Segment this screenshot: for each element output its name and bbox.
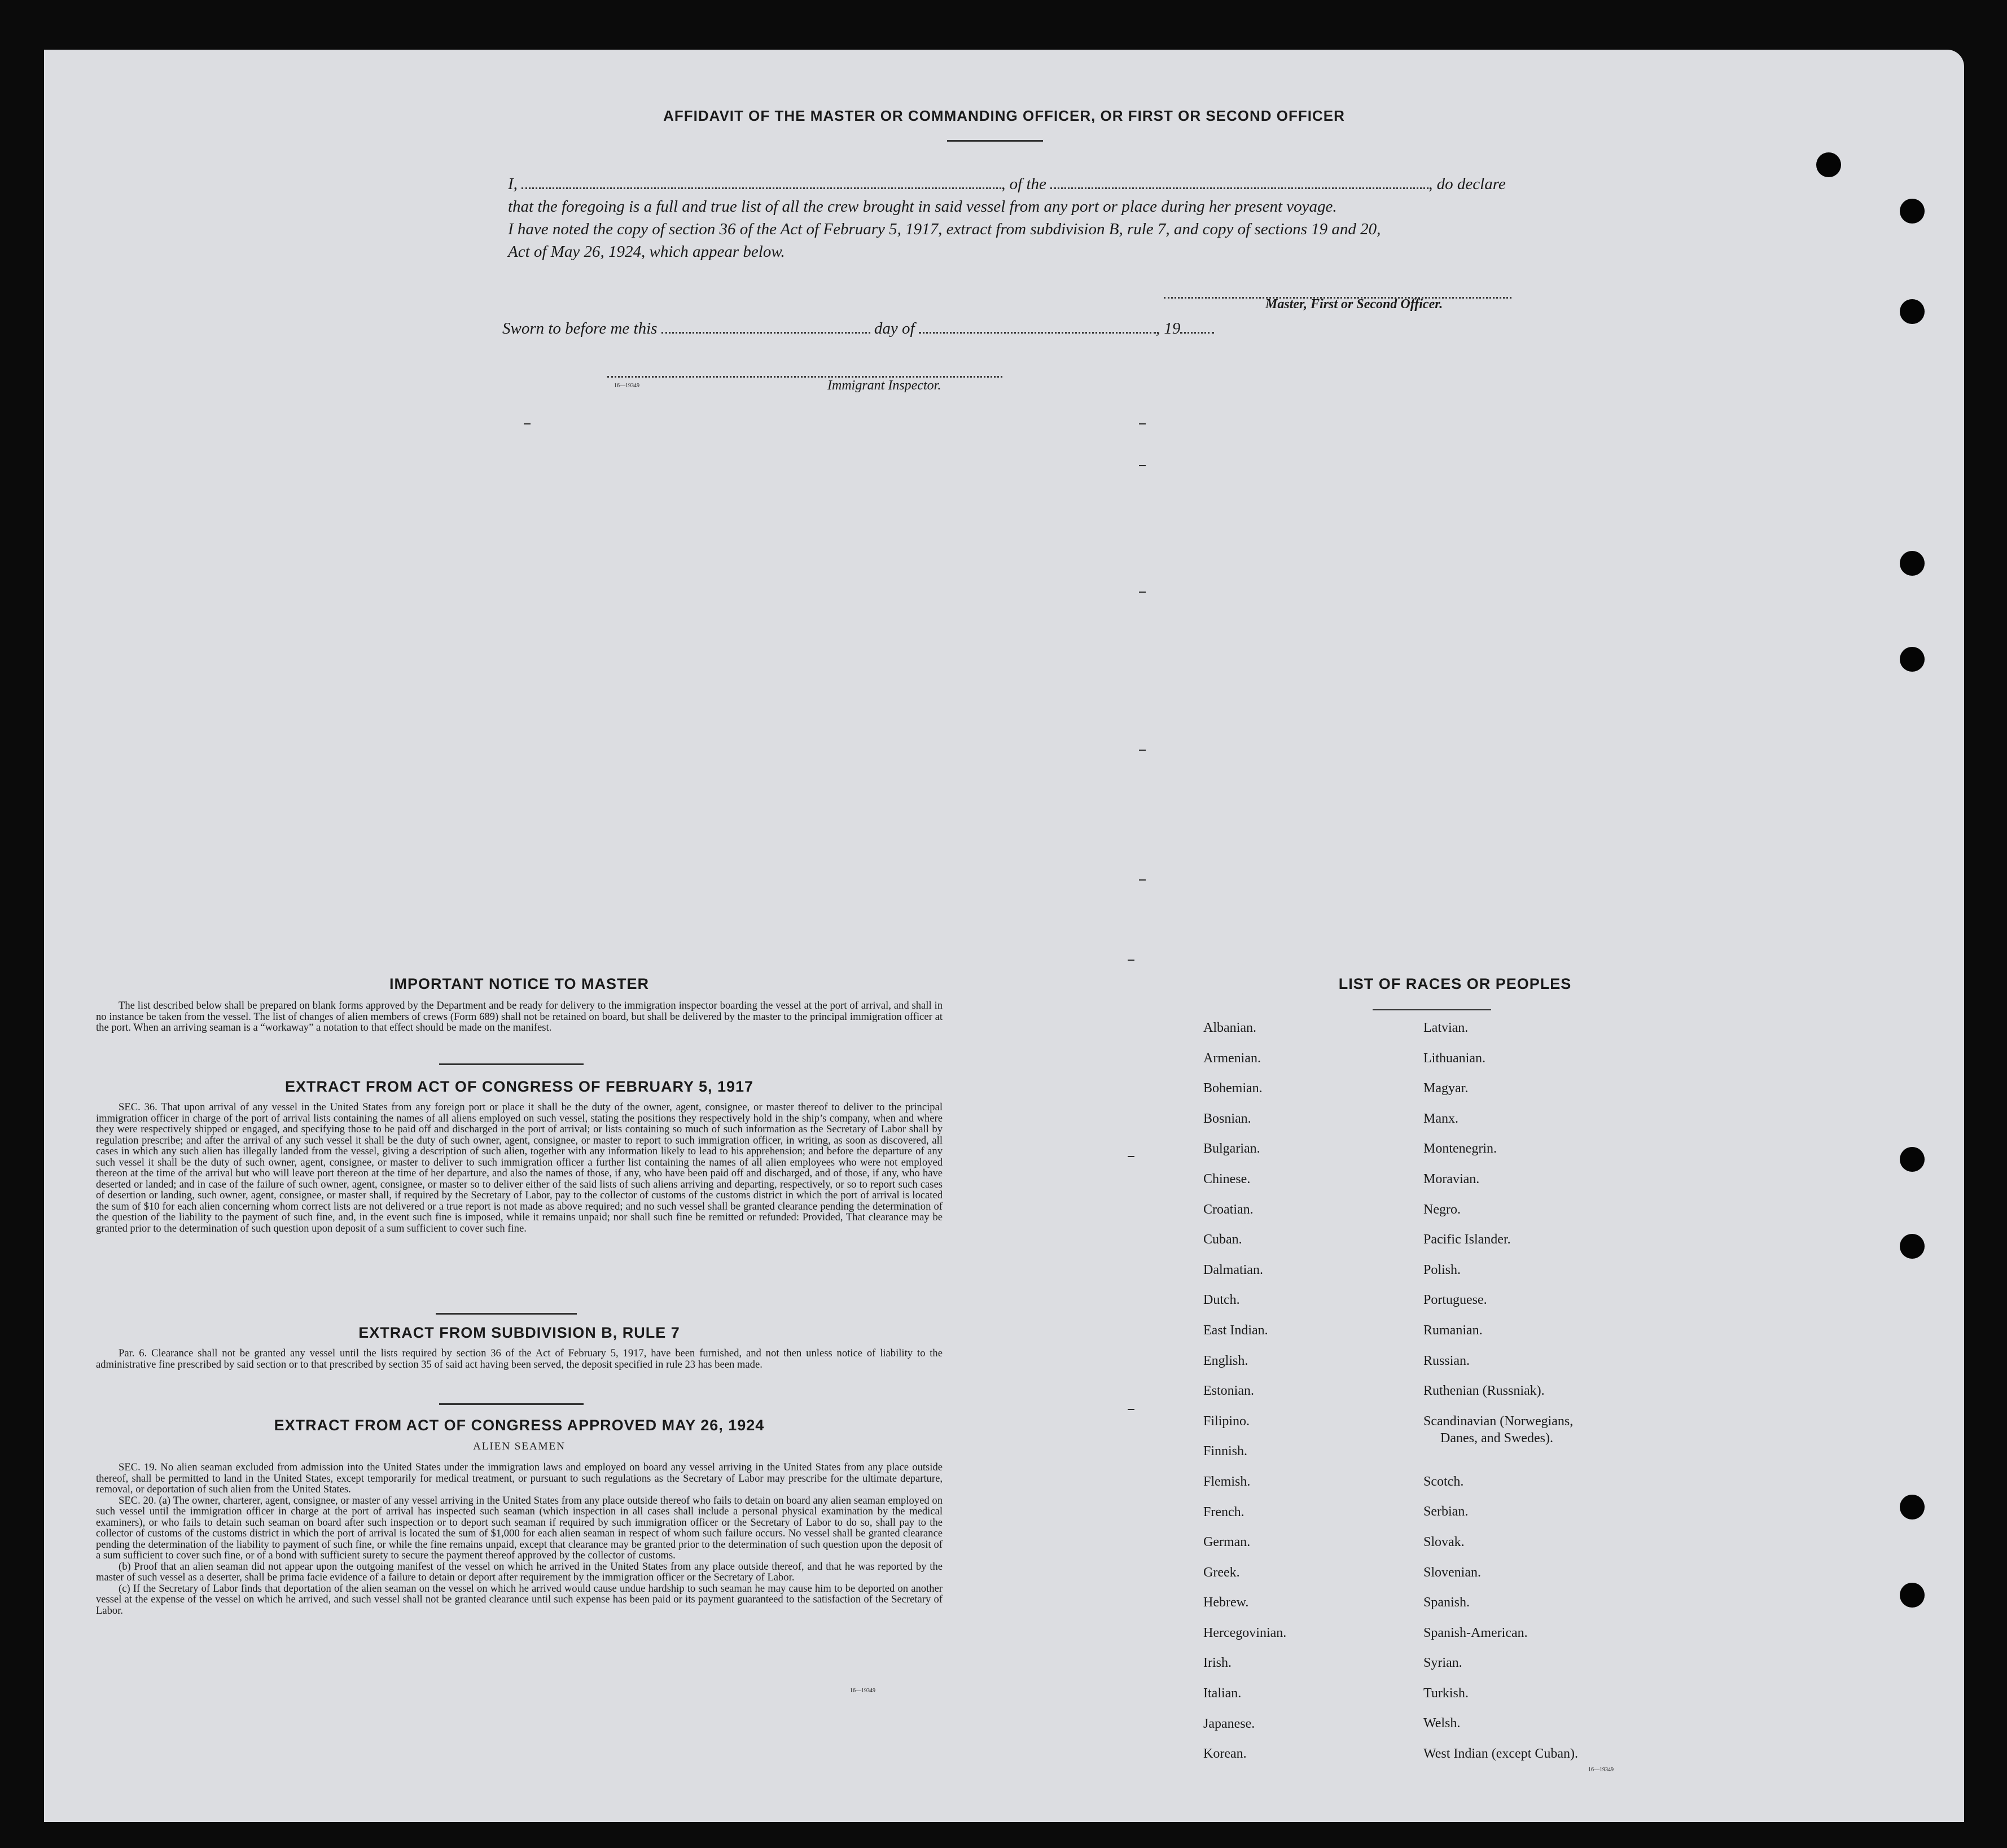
race-item: Hercegovinian. xyxy=(1203,1625,1287,1640)
races-left-column xyxy=(1203,1019,1286,1776)
race-item: Croatian. xyxy=(1203,1202,1254,1217)
sec-19-paragraph: SEC. 19. No alien seaman excluded from admission into the United States under the immigration laws and employed on board any vessel arriving in the United States from any place outside thereof, shall be permitted to land in the United States, except temporarily for medical treatment, or pursuant to such regulations as the Secretary of Labor may prescribe for the ultimate departure, removal, or deportation of such alien from the United States. xyxy=(96,1461,943,1495)
declaration-line-2: that the foregoing is a full and true list of all the crew brought in said vessel from any port or place during her present voyage. xyxy=(508,198,1337,216)
affidavit-form-number: 16—19349 xyxy=(614,383,639,389)
inspector-label: Immigrant Inspector. xyxy=(827,378,941,393)
race-item: Bosnian. xyxy=(1203,1111,1251,1126)
scan-speck xyxy=(1139,465,1146,466)
sec-20c-paragraph: (c) If the Secretary of Labor finds that deportation of the alien seaman on the vessel on which he arrived would cause undue hardship to such seaman he may cause him to be deported on another vessel at the expense of the vessel on which he arrived, and such vessel shall not be granted clearance until such expense has been paid or its payment guaranteed to the satisfaction of the Secretary of Labor. xyxy=(96,1582,943,1617)
race-item: Hebrew. xyxy=(1203,1595,1249,1610)
vessel-name-field[interactable] xyxy=(1050,175,1428,189)
notice-title: IMPORTANT NOTICE TO MASTER xyxy=(389,975,649,992)
declarant-label: I, xyxy=(508,175,518,193)
extract-1924-title: EXTRACT FROM ACT OF CONGRESS APPROVED MAY 26, 1924 xyxy=(274,1417,765,1434)
declaration-block xyxy=(508,173,1580,263)
race-item: Irish. xyxy=(1203,1656,1232,1671)
race-item: Finnish. xyxy=(1203,1444,1248,1459)
inspector-signature-line[interactable] xyxy=(607,376,1002,378)
day-of-label: day of xyxy=(874,319,915,338)
race-item: Greek. xyxy=(1203,1565,1240,1580)
punch-hole xyxy=(1816,152,1841,177)
race-item: Flemish. xyxy=(1203,1474,1251,1489)
race-item: Italian. xyxy=(1203,1686,1242,1701)
punch-hole xyxy=(1900,299,1925,324)
notice-paragraph: The list described below shall be prepared on blank forms approved by the Department and be ready for delivery to the immigration inspector boarding the vessel at the port of arrival, and shall in no instance be taken from the vessel. The list of changes of alien members of crews (Form 689) shall not be retained on board, but shall be delivered by the master to the principal immigration officer at the port. When an arriving seaman is a “workaway” a notation to that effect should be made on the manifest. xyxy=(96,1000,943,1034)
sworn-year-field[interactable] xyxy=(1180,319,1214,334)
race-item: Moravian. xyxy=(1423,1171,1480,1186)
scan-speck xyxy=(1128,960,1134,961)
punch-hole xyxy=(1900,551,1925,576)
race-item: Syrian. xyxy=(1423,1656,1462,1671)
declaration-line-4: Act of May 26, 1924, which appear below. xyxy=(508,243,785,261)
race-item: Spanish. xyxy=(1423,1595,1470,1610)
scan-speck xyxy=(1139,592,1146,593)
race-item: Slovenian. xyxy=(1423,1565,1481,1580)
race-item: Russian. xyxy=(1423,1353,1470,1368)
declaration-line-3: I have noted the copy of section 36 of the Act of February 5, 1917, extract from subdivision B, rule 7, and copy of sections 19 and 20, xyxy=(508,220,1381,238)
race-item: Montenegrin. xyxy=(1423,1141,1497,1157)
sec-20a-paragraph: SEC. 20. (a) The owner, charterer, agent, consignee, or master of any vessel arriving in the United States from any place outside thereof who fails to detain on board any alien seaman employed on such vessel until the immigration officer in charge at the port of arrival has inspected such seaman (which inspection in all cases shall include a personal physical examination by the medical examiners), or who fails to detain such seaman on board after such inspection or to deport such seaman if required by such immigration officer or the Secretary of Labor to do so, shall pay to the collector of customs of the customs district in which the port of arrival is located the sum of $1,000 for each alien seaman in respect of whom such failure occurs. No vessel shall be granted clearance pending the determination of the liability to payment of such fine, or while the fine remains unpaid, except that clearance may be granted prior to the determination of such question upon the deposit of a sum sufficient to cover such fine, or of a bond with sufficient surety to secure the payment thereof approved by the collector of customs. xyxy=(96,1494,943,1561)
divider-3 xyxy=(439,1403,584,1405)
races-form-number: 16—19349 xyxy=(1588,1767,1614,1773)
extract-1917-text xyxy=(96,1102,943,1234)
notice-text xyxy=(96,1000,943,1034)
race-item: Turkish. xyxy=(1423,1685,1469,1701)
race-item: English. xyxy=(1203,1353,1248,1368)
race-item: Pacific Islander. xyxy=(1423,1232,1511,1247)
title-divider xyxy=(947,140,1043,142)
race-item: Dutch. xyxy=(1203,1293,1240,1308)
race-item: Armenian. xyxy=(1203,1050,1261,1066)
race-item: Scotch. xyxy=(1423,1474,1464,1489)
race-item: Latvian. xyxy=(1423,1021,1469,1035)
race-item: Korean. xyxy=(1203,1746,1247,1762)
divider-1 xyxy=(439,1063,584,1065)
race-item: Filipino. xyxy=(1203,1413,1250,1429)
scan-speck xyxy=(1128,1409,1134,1410)
sworn-label: Sworn to before me this xyxy=(502,319,658,338)
race-item: Magyar. xyxy=(1423,1081,1469,1096)
sworn-day-field[interactable] xyxy=(661,319,870,334)
declaration-line-1 xyxy=(508,173,1580,195)
race-item: Japanese. xyxy=(1203,1716,1255,1731)
race-item: Welsh. xyxy=(1423,1716,1461,1731)
races-right-column xyxy=(1423,1019,1578,1776)
extract-form-number: 16—19349 xyxy=(850,1688,875,1694)
race-item: Polish. xyxy=(1423,1262,1461,1277)
alien-seamen-subtitle: ALIEN SEAMEN xyxy=(473,1440,566,1452)
race-item: Cuban. xyxy=(1203,1232,1242,1247)
sworn-month-field[interactable] xyxy=(919,319,1156,334)
race-item: Serbian. xyxy=(1423,1504,1469,1519)
scan-speck xyxy=(1139,879,1146,881)
year-label: , 19 xyxy=(1155,319,1181,338)
extract-rule7-text xyxy=(96,1348,943,1370)
race-item: Danes, and Swedes). xyxy=(1440,1430,1553,1446)
punch-hole xyxy=(1900,1234,1925,1259)
extract-1917-title: EXTRACT FROM ACT OF CONGRESS OF FEBRUARY 5, 1917 xyxy=(284,1078,754,1095)
race-item: Slovak. xyxy=(1423,1534,1465,1549)
affidavit-title: AFFIDAVIT OF THE MASTER OR COMMANDING OFFICER, OR FIRST OR SECOND OFFICER xyxy=(663,107,1345,124)
sec-36-paragraph: SEC. 36. That upon arrival of any vessel in the United States from any foreign port or place it shall be the duty of the owner, agent, consignee, or master thereof to deliver to the principal immigration officer in charge of the port of arrival lists containing the names of all aliens employed on such vessel, stating the positions they respectively hold in the ship’s company, when and where they were respectively shipped or engaged, and specifying those to be paid off and discharged in the port of arrival; or lists containing so much of such information as the Secretary of Labor shall by regulation prescribe; and after the arrival of any such vessel it shall be the duty of such owner, agent, consignee, or master to report to such immigration officer, in writing, as soon as discovered, all cases in which any such alien has illegally landed from the vessel, giving a description of such alien, together with any information likely to lead to his apprehension; and before the departure of any such vessel it shall be the duty of such owner, agent, consignee, or master to deliver to such immigration officer a further list containing the names of all alien employees who were not employed thereon at the time of the arrival but who will leave port thereon at the time of her departure, and also the names of those, if any, who have been paid off and discharged, and of those, if any, who have deserted or landed; and in case of the failure of such owner, agent, consignee, or master so to deliver either of the said lists of such aliens arriving and departing, respectively, or so to report such cases of desertion or landing, such owner, agent, consignee, or master shall, if required by the Secretary of Labor, pay to the collector of customs of the customs district in which the port of arrival is located the sum of $10 for each alien concerning whom correct lists are not delivered or a true report is not made as above required; and no such vessel shall be granted clearance pending the determination of the question of the liability to the payment of such fine, and, in the event such fine is imposed, while it remains unpaid; nor shall such fine be remitted or refunded: Provided, That clearance may be granted prior to the determination of such question upon deposit of a sum sufficient to cover such fine. xyxy=(96,1101,943,1234)
punch-hole xyxy=(1900,647,1925,672)
declare-label: , do declare xyxy=(1428,175,1506,193)
punch-hole xyxy=(1900,1583,1925,1608)
race-item: Scandinavian (Norwegians, xyxy=(1423,1413,1574,1429)
race-item: Ruthenian (Russniak). xyxy=(1423,1383,1545,1399)
race-item: Rumanian. xyxy=(1423,1322,1483,1338)
race-item: Manx. xyxy=(1423,1111,1458,1126)
scan-speck xyxy=(1139,423,1146,424)
race-item: Bulgarian. xyxy=(1203,1141,1260,1157)
declarant-name-field[interactable] xyxy=(522,175,1001,189)
race-item: Portuguese. xyxy=(1423,1293,1487,1308)
extract-1924-text xyxy=(96,1462,943,1616)
race-item: Bohemian. xyxy=(1203,1081,1263,1096)
race-item: Dalmatian. xyxy=(1203,1262,1263,1277)
race-item: Chinese. xyxy=(1203,1171,1251,1186)
scan-speck xyxy=(1128,1156,1134,1157)
scan-speck xyxy=(524,423,531,424)
form-sheet xyxy=(44,50,1964,1822)
race-item: West Indian (except Cuban). xyxy=(1423,1746,1578,1762)
race-item: Lithuanian. xyxy=(1423,1050,1485,1066)
punch-hole xyxy=(1900,1495,1925,1519)
master-signature-label: Master, First or Second Officer. xyxy=(1265,297,1443,312)
race-item: Spanish-American. xyxy=(1423,1625,1528,1640)
races-title-divider xyxy=(1373,1009,1491,1010)
sec-20b-paragraph: (b) Proof that an alien seaman did not appear upon the outgoing manifest of the vessel on which he arrived in the United States from any place outside thereof, and that he was reported by the master of such vessel as a deserter, shall be prima facie evidence of a failure to detain or deport after requirement by the immigration officer or the Secretary of Labor. xyxy=(96,1560,943,1583)
scan-speck xyxy=(1139,750,1146,751)
extract-rule7-title: EXTRACT FROM SUBDIVISION B, RULE 7 xyxy=(358,1324,680,1341)
race-item: French. xyxy=(1203,1504,1244,1519)
punch-hole xyxy=(1900,199,1925,224)
race-item: Albanian. xyxy=(1203,1021,1256,1035)
sworn-line xyxy=(502,317,1462,340)
races-title: LIST OF RACES OR PEOPLES xyxy=(1338,975,1572,992)
vessel-label: , of the xyxy=(1001,175,1046,193)
race-item: East Indian. xyxy=(1203,1322,1268,1338)
par-6-paragraph: Par. 6. Clearance shall not be granted any vessel until the lists required by section 36 of the Act of February 5, 1917, have been furnished, and not then unless notice of liability to the administrative fine prescribed by said section or to that prescribed by section 35 of said act having been served, the deposit specified in rule 23 has been made. xyxy=(96,1347,943,1370)
race-item: Estonian. xyxy=(1203,1383,1254,1399)
race-item: Negro. xyxy=(1423,1202,1461,1217)
race-item: German. xyxy=(1203,1535,1251,1550)
punch-hole xyxy=(1900,1147,1925,1172)
divider-2 xyxy=(436,1313,577,1315)
